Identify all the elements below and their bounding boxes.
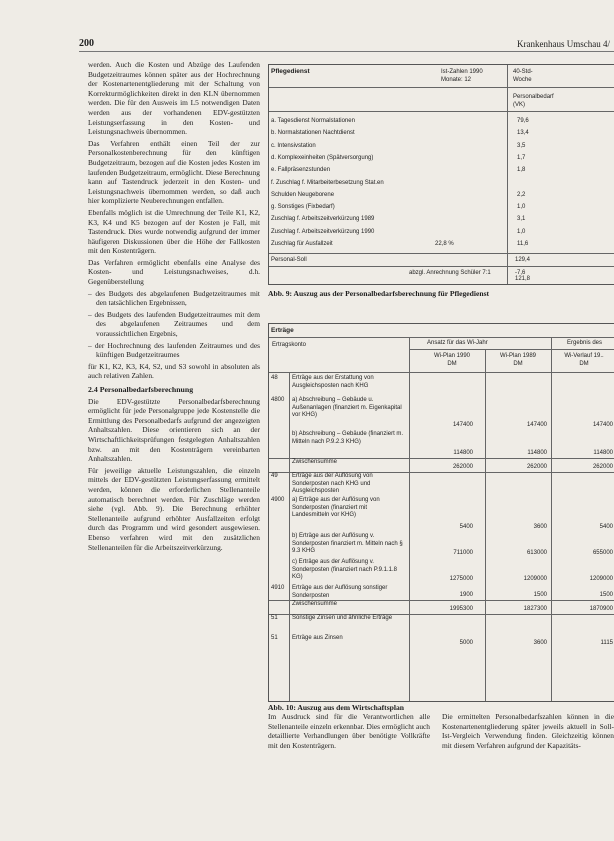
fig9-col2-line1: Ist-Zahlen 1990 bbox=[441, 69, 483, 75]
fig10-row-value-c: 1500 bbox=[599, 592, 613, 598]
fig9-row bbox=[271, 240, 529, 248]
fig9-deduction-values bbox=[515, 270, 530, 282]
bottom-middle-text: Im Ausdruck sind für die Verantwortlichen alle Stellenanteile einzeln erkennbar. Dies ermöglicht auch detaillierte Verhandlungen über benötigte Vollkräfte mit den Kostenträgern. bbox=[268, 712, 430, 750]
fig10-row-label: Zwischensumme bbox=[292, 459, 338, 465]
fig10-row-label: Erträge aus der Erstattung von Ausgleichsposten nach KHG bbox=[292, 375, 374, 389]
fig9-total-label: Personal-Soll bbox=[271, 257, 307, 263]
fig10-row-value-a: 5000 bbox=[459, 640, 473, 646]
fig10-row-code: 4800 bbox=[271, 397, 285, 403]
fig10-row-label: c) Erträge aus der Auflösung v. Sonderposten (finanziert nach P.9.1.1.8 KG) bbox=[292, 559, 397, 580]
fig9-row bbox=[271, 179, 507, 187]
fig9-col3-line2: Woche bbox=[513, 77, 532, 83]
fig9-row-value: 1,0 bbox=[517, 204, 526, 211]
fig9-row-value: 2,2 bbox=[517, 191, 526, 198]
fig9-row bbox=[271, 129, 529, 137]
fig9-row-value: 1,7 bbox=[517, 154, 526, 161]
fig10-row-code: 49 bbox=[271, 473, 278, 479]
figure-9-caption: Abb. 9: Auszug aus der Personalbedarfsberechnung für Pflegedienst bbox=[268, 289, 490, 298]
fig10-divider bbox=[289, 372, 290, 701]
fig10-col-c-header: Wi-Verlauf 19.. DM bbox=[564, 353, 604, 367]
paragraph: für K1, K2, K3, K4, S2, und S3 sowohl in absoluten als auch relativen Zahlen. bbox=[88, 361, 260, 381]
fig10-row-label: Zwischensumme bbox=[292, 601, 338, 607]
fig10-row-value-a: 114800 bbox=[453, 450, 473, 456]
fig9-row-value: 11,6 bbox=[517, 241, 529, 247]
fig10-row-value-a: 711000 bbox=[453, 550, 473, 556]
fig9-col2-line2: Monate: 12 bbox=[441, 77, 472, 83]
fig9-row bbox=[271, 166, 526, 174]
fig9-row-value: 3,5 bbox=[517, 142, 526, 149]
left-column bbox=[88, 60, 260, 554]
fig9-deduction-value: -7,6 bbox=[515, 270, 526, 276]
fig10-ansatz-header: Ansatz für das Wi-Jahr bbox=[427, 340, 488, 346]
fig10-row-value-a: 1900 bbox=[459, 592, 473, 598]
fig9-rule bbox=[269, 253, 614, 254]
fig10-row-label: a) Abschreibung – Gebäude u. Außenanlagen (finanziert m. Eigenkapital vor KHG) bbox=[292, 397, 402, 418]
fig9-row bbox=[271, 117, 529, 125]
fig10-row-value-b: 1827300 bbox=[523, 606, 547, 612]
fig10-row-value-a: 1275000 bbox=[449, 576, 473, 582]
fig10-rule bbox=[269, 337, 614, 338]
fig10-row-value-b: 3600 bbox=[533, 640, 547, 646]
fig9-subhead-line1: Personalbedarf bbox=[513, 94, 554, 100]
fig10-title: Erträge bbox=[271, 327, 294, 334]
fig9-subheader bbox=[513, 93, 554, 109]
fig9-row-label: e. Fallpräsenzstunden bbox=[271, 167, 331, 174]
fig9-row bbox=[271, 215, 526, 223]
fig9-row-value: 1,0 bbox=[517, 228, 526, 235]
fig9-row-label: b. Normalstationen Nachtdienst bbox=[271, 130, 355, 137]
paragraph: Für jeweilige aktuelle Leistungszahlen, die einzeln mittels der EDV-gestützten Leistungserfassung ermittelt werden, können die erforderlichen Stellenanteile automatisch berechnet werden. Für Zuschläge werden siehe (vgl. Abb. 9). Die Berechnung erhöhter Stellenanteile aufgrund erhöhter Ausfallzeiten erfolgt durch das Programm und wird gesondert ausgewiesen. Ebenso verfahren wird mit den zusätzlichen Stellenanteilen für die Arbeitszeitverkürzung. bbox=[88, 465, 260, 552]
fig10-row-label: Erträge aus der Auflösung sonstiger Sonderposten bbox=[292, 585, 388, 599]
fig10-row-value-a: 262000 bbox=[452, 464, 473, 470]
figure-10-caption: Abb. 10: Auszug aus dem Wirtschaftsplan bbox=[268, 703, 405, 712]
fig10-row-code: 4900 bbox=[271, 497, 285, 503]
bullet-item: – der Hochrechnung des laufenden Zeitraumes und des künftigen Budgetzeitraumes bbox=[88, 340, 260, 360]
fig9-row-label: Zuschlag f. Arbeitszeitverkürzung 1990 bbox=[271, 228, 375, 235]
running-title: Krankenhaus Umschau 4/ bbox=[517, 39, 610, 49]
fig10-divider bbox=[409, 337, 410, 701]
fig9-subhead-line2: (VK) bbox=[513, 102, 525, 108]
fig10-row-value-a: 1995300 bbox=[449, 606, 473, 612]
fig10-row-code: 4910 bbox=[271, 585, 285, 591]
bottom-right-text: Die ermittelten Personalbedarfszahlen können in die Kostenartenentgliederung später jeweils aktuell in Soll-Ist-Vergleich Verwendung finden. Gleichzeitig können mit diesem Verfahren aufgrund der Kapazitäts- bbox=[442, 712, 614, 750]
fig9-rule bbox=[269, 111, 614, 112]
paragraph: Das Verfahren enthält einen Teil der zur Personalkostenberechnung für den künftigen Budgetzeitraum, bezogen auf die Kosten jedes Kosten im laufenden Budgetzeitraum, ermöglicht. Diese Berechnung kann auf Tastendruck jederzeit in den Kosten- und Leistungsnachweis übernommen werden, so daß auch hier komplizierte Neuberechnungen entfallen. bbox=[88, 138, 260, 206]
fig9-row-label: Zuschlag für Ausfallzeit bbox=[271, 241, 333, 247]
header-rule bbox=[79, 51, 614, 52]
fig10-row-label: Sonstige Zinsen und ähnliche Erträge bbox=[292, 615, 393, 621]
fig9-row-label: Schulden Neugeborene bbox=[271, 191, 335, 198]
paragraph: Das Verfahren ermöglicht ebenfalls eine Analyse des Kosten- und Leistungsnachweises, d.h. Gegenüberstellung bbox=[88, 257, 260, 287]
fig9-row bbox=[271, 191, 526, 199]
section-heading: 2.4 Personalbedarfsberechnung bbox=[88, 385, 194, 394]
fig10-row-label: b) Erträge aus der Auflösung v. Sonderposten finanziert m. Mitteln nach § 9.3 KHG bbox=[292, 533, 403, 554]
fig10-ergebnis-header: Ergebnis des bbox=[567, 340, 603, 346]
fig10-rule bbox=[409, 349, 614, 350]
bullet-item: – des Budgets des abgelaufenen Budgetzeitraumes mit den tatsächlichen Ergebnissen, bbox=[88, 288, 260, 308]
fig9-row-label: c. Intensivstation bbox=[271, 142, 316, 149]
fig10-row-value-b: 147400 bbox=[526, 422, 547, 428]
fig9-row-label: d. Komplexeinheiten (Spätversorgung) bbox=[271, 154, 374, 161]
fig10-row-code: 51 bbox=[271, 635, 278, 641]
fig10-row-value-c: 114800 bbox=[593, 450, 613, 456]
bullet-item: – des Budgets des laufenden Budgetzeitraumes mit dem des abgelaufenen Zeitraumes und dem voraussichtlichen Ergebnis, bbox=[88, 309, 260, 339]
page-number: 200 bbox=[79, 38, 94, 49]
fig10-row-value-b: 3600 bbox=[533, 524, 547, 530]
figure-10-table bbox=[268, 323, 614, 702]
fig9-row-percent: 22,8 % bbox=[435, 241, 454, 247]
fig9-row bbox=[271, 228, 526, 236]
fig9-row-label: a. Tagesdienst Normalstationen bbox=[271, 118, 355, 124]
fig9-row-value: 1,8 bbox=[517, 167, 526, 174]
fig10-col-a-header: Wi-Plan 1990 DM bbox=[433, 353, 471, 367]
paragraph: werden. Auch die Kosten und Abzüge des Laufenden Budgetzeitraumes können später aus der Hochrechnung der Kostenartenentgliederung mit der Schaltung von Korrekturmöglichkeiten direkt in den KLN übernommen werden. Die für den Ausweis im L5 notwendigen Daten werden aus der vorhandenen EDV-gestützten Leistungserfassung in den Kosten- und Leistungsnachweis übernommen. bbox=[88, 60, 260, 137]
fig9-row bbox=[271, 142, 526, 150]
fig10-row-code: 48 bbox=[271, 375, 278, 381]
fig10-konto-header: Ertragskonto bbox=[272, 342, 307, 348]
fig10-row-value-c: 262000 bbox=[592, 464, 613, 470]
fig9-rule bbox=[269, 266, 614, 267]
fig10-row-label: Erträge aus der Auflösung von Sonderposten nach KHG und Ausgleichsposten bbox=[292, 473, 373, 494]
fig9-row-label: f. Zuschlag f. Mitarbeiterbesetzung Stat.en bbox=[271, 179, 384, 186]
fig10-row-value-a: 5400 bbox=[459, 524, 473, 530]
figure-9-table bbox=[268, 64, 614, 285]
fig10-row-value-c: 1209000 bbox=[589, 576, 613, 582]
fig9-row-value: 3,1 bbox=[517, 216, 526, 223]
fig10-row-label: a) Erträge aus der Auflösung von Sonderposten (finanziert mit Landesmitteln vor KHG) bbox=[292, 497, 380, 518]
fig9-total-value: 129,4 bbox=[515, 257, 531, 263]
fig9-divider bbox=[507, 65, 508, 284]
fig10-row-value-c: 655000 bbox=[592, 550, 613, 556]
fig9-row-value: 79,6 bbox=[517, 118, 529, 124]
fig10-row-value-b: 1209000 bbox=[523, 576, 547, 582]
fig10-rule bbox=[269, 372, 614, 373]
fig9-row bbox=[271, 154, 526, 162]
fig9-col3-line1: 40-Std- bbox=[513, 69, 533, 75]
fig9-deduction-label: abzgl. Anrechnung Schüler 7:1 bbox=[409, 270, 491, 276]
fig10-col-b-header: Wi-Plan 1989 DM bbox=[499, 353, 537, 367]
fig9-row bbox=[271, 203, 526, 211]
fig10-row-value-c: 147400 bbox=[592, 422, 613, 428]
fig10-divider bbox=[551, 337, 552, 701]
paragraph: Ebenfalls möglich ist die Umrechnung der Teile K1, K2, K3, K4 und K5 bezogen auf der Kosten je Fall, mit Tastendruck. Dies wurde notwendig aufgrund der immer häufigeren Diskussionen über die Höhe der Fallkosten mit den Kostenträgern. bbox=[88, 207, 260, 256]
fig10-row-value-c: 1870900 bbox=[589, 606, 613, 612]
fig10-divider bbox=[485, 349, 486, 701]
fig10-row-value-b: 114800 bbox=[527, 450, 547, 456]
fig10-row-value-b: 1500 bbox=[533, 592, 547, 598]
fig10-row-code: 51 bbox=[271, 615, 278, 621]
paragraph: Die EDV-gestützte Personalbedarfsberechnung ermöglicht für jede Personalgruppe jede Kostenstelle die Ermittlung des Personalbedarfs aufgrund der angezeigten Anhaltszahlen. Diese orientieren sich an der Wirtschaftlichkeitsprüfungen festgelegten Anhaltszahlen bzw. an mit den Kostenträgern vereinbarten Anhaltszahlen. bbox=[88, 396, 260, 464]
fig10-row-label: b) Abschreibung – Gebäude (finanziert m. Mitteln nach P.9.2.3 KHG) bbox=[292, 431, 404, 445]
fig9-col2-header bbox=[441, 68, 483, 84]
fig9-deduction-result: 121,8 bbox=[515, 276, 531, 282]
fig10-row-value-b: 613000 bbox=[526, 550, 547, 556]
fig10-row-value-a: 147400 bbox=[452, 422, 473, 428]
fig9-row-value: 13,4 bbox=[517, 130, 529, 137]
fig10-row-value-b: 262000 bbox=[526, 464, 547, 470]
fig9-col3-header bbox=[513, 68, 533, 84]
fig9-row-label: g. Sonstiges (Fixbedarf) bbox=[271, 204, 335, 211]
fig10-row-value-c: 1115 bbox=[600, 640, 613, 646]
fig9-row-label: Zuschlag f. Arbeitszeitverkürzung 1989 bbox=[271, 216, 375, 223]
fig9-title: Pflegedienst bbox=[271, 68, 310, 75]
fig10-row-label: Erträge aus Zinsen bbox=[292, 635, 343, 641]
fig9-rule bbox=[269, 87, 614, 88]
fig10-row-value-c: 5400 bbox=[599, 524, 613, 530]
